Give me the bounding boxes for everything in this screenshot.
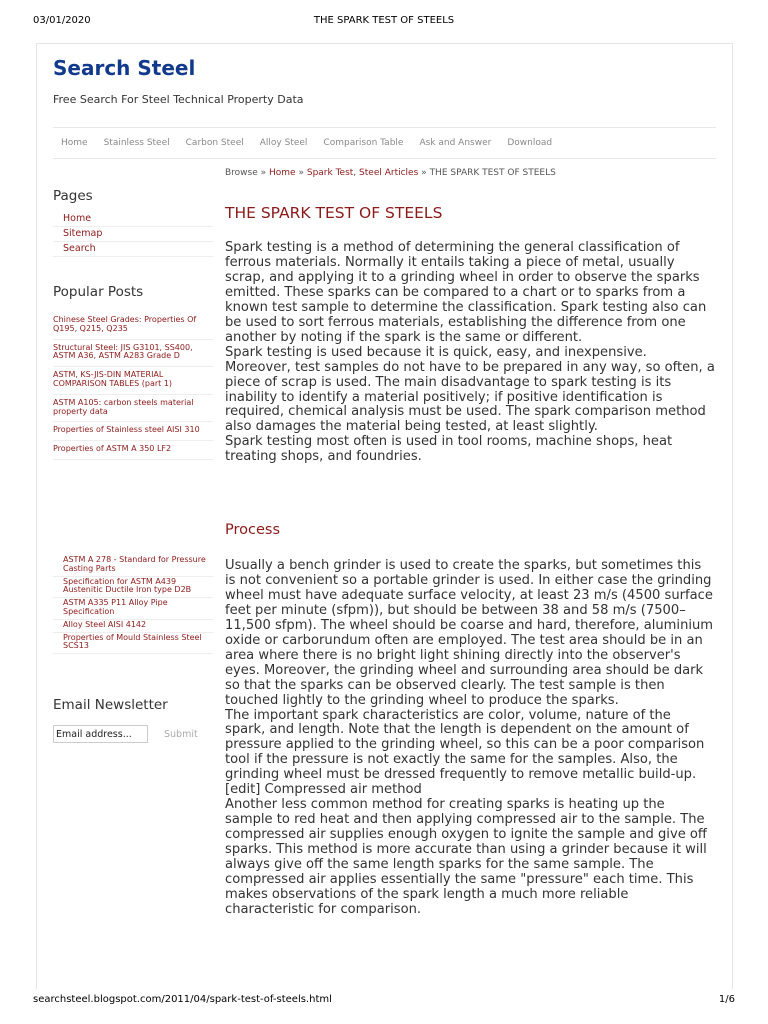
breadcrumb-current: THE SPARK TEST OF STEELS bbox=[429, 168, 556, 178]
process-paragraph: The important spark characteristics are color, volume, nature of the spark, and length. Note that the length is dependent on the amount of pressure applied to the grinding wheel, so this can be a poor comparison tool if the pressure is not exactly the same for the samples. Also, the grinding wheel must be dressed frequently to remove metallic build-up. bbox=[225, 707, 705, 783]
post-intro bbox=[225, 241, 715, 465]
breadcrumb-separator: » bbox=[421, 168, 427, 178]
print-date: 03/01/2020 bbox=[33, 15, 91, 26]
process-heading: Process bbox=[225, 522, 281, 538]
print-title: THE SPARK TEST OF STEELS bbox=[313, 15, 455, 26]
intro-paragraph: Spark testing is used because it is quick, easy, and inexpensive. Moreover, test samples do not have to be prepared in any way, so often, a piece of scrap is used. The main disadvantage to spark testing is its inability to identify a material positively; if positive identification is required, chemical analysis must be used. The spark comparison method also damages the material being tested, at least slightly. bbox=[225, 344, 715, 435]
post-title: THE SPARK TEST OF STEELS bbox=[225, 204, 443, 222]
print-page-number: 1/6 bbox=[718, 994, 735, 1005]
process-paragraph: Another less common method for creating sparks is heating up the sample to red heat and then applying compressed air to the sample. The compressed air supplies enough oxygen to ignite the sample and give off sparks. This method is more accurate than using a grinder because it will always give off the same length sparks for the same sample. The compressed air applies essentially the same "pressure" each time. This makes observations of the spark length a much more reliable characteristic for comparison. bbox=[225, 797, 707, 917]
related-link[interactable]: Alloy Steel AISI 4142 bbox=[53, 620, 213, 633]
pages-list bbox=[53, 212, 213, 257]
pages-heading: Pages bbox=[53, 188, 93, 204]
popular-posts-list bbox=[53, 312, 213, 460]
nav-home[interactable]: Home bbox=[61, 138, 88, 148]
popular-post-link[interactable]: Properties of Stainless steel AISI 310 bbox=[53, 422, 213, 441]
popular-post-link[interactable]: ASTM A105: carbon steels material property data bbox=[53, 395, 213, 423]
popular-post-link[interactable]: ASTM, KS-JIS-DIN MATERIAL COMPARISON TABLES (part 1) bbox=[53, 367, 213, 395]
edit-compressed-air-heading: [edit] Compressed air method bbox=[225, 782, 422, 798]
intro-paragraph: Spark testing most often is used in tool rooms, machine shops, heat treating shops, and foundries. bbox=[225, 434, 673, 465]
top-nav bbox=[53, 127, 716, 159]
breadcrumb-separator: » bbox=[298, 168, 304, 178]
page-link-sitemap[interactable]: Sitemap bbox=[53, 227, 213, 242]
breadcrumb bbox=[225, 168, 556, 178]
related-link[interactable]: ASTM A335 P11 Alloy Pipe Specification bbox=[53, 598, 213, 620]
nav-download[interactable]: Download bbox=[507, 138, 553, 148]
nav-stainless-steel[interactable]: Stainless Steel bbox=[103, 138, 170, 148]
related-link[interactable]: Specification for ASTM A439 Austenitic Ductile Iron type D2B bbox=[53, 577, 213, 599]
process-paragraph: Usually a bench grinder is used to create the sparks, but sometimes this is not convenient so a portable grinder is used. In either case the grinding wheel must have adequate surface velocity, at least 23 m/s (4500 surface feet per minute (sfpm)), but should be between 38 and 58 m/s (7500–11,500 sfpm). The wheel should be coarse and hard, therefore, aluminium oxide or carborundum often are employed. The test area should be in an area where there is no bright light shining directly into the observer's eyes. Moreover, the grinding wheel and surrounding area should be dark so that the sparks can be observed clearly. The test sample is then touched lightly to the grinding wheel to produce the sparks. bbox=[225, 558, 714, 708]
site-description: Free Search For Steel Technical Property Data bbox=[53, 93, 304, 106]
page-link-search[interactable]: Search bbox=[53, 242, 213, 257]
popular-post-link[interactable]: Properties of ASTM A 350 LF2 bbox=[53, 441, 213, 460]
breadcrumb-spark-test-link[interactable]: Spark Test bbox=[306, 168, 354, 178]
breadcrumb-home-link[interactable]: Home bbox=[269, 168, 296, 178]
related-link[interactable]: ASTM A 278 - Standard for Pressure Casting Parts bbox=[53, 555, 213, 577]
print-url: searchsteel.blogspot.com/2011/04/spark-test-of-steels.html bbox=[33, 994, 332, 1005]
popular-posts-heading: Popular Posts bbox=[53, 284, 144, 300]
nav-alloy-steel[interactable]: Alloy Steel bbox=[259, 138, 308, 148]
post-process bbox=[225, 559, 715, 918]
related-link[interactable]: Properties of Mould Stainless Steel SCS13 bbox=[53, 633, 213, 655]
breadcrumb-browse: Browse » bbox=[225, 168, 267, 178]
site-title-link[interactable]: Search Steel bbox=[53, 56, 196, 80]
nav-carbon-steel[interactable]: Carbon Steel bbox=[185, 138, 244, 148]
email-field[interactable]: Email address... bbox=[53, 725, 148, 743]
related-links-list bbox=[53, 555, 213, 654]
intro-paragraph: Spark testing is a method of determining the general classification of ferrous materials. Normally it entails taking a piece of metal, usually scrap, and applying it to a grinding wheel in order to observe the sparks emitted. These sparks can be compared to a chart or to sparks from a known test sample to determine the classification. Spark testing also can be used to sort ferrous materials, establishing the difference from one another by noting if the spark is the same or different. bbox=[225, 240, 707, 345]
submit-button[interactable]: Submit bbox=[164, 729, 198, 740]
page-link-home[interactable]: Home bbox=[53, 212, 213, 227]
popular-post-link[interactable]: Chinese Steel Grades: Properties Of Q195, Q215, Q235 bbox=[53, 312, 213, 340]
newsletter-heading: Email Newsletter bbox=[53, 697, 168, 713]
nav-ask-and-answer[interactable]: Ask and Answer bbox=[419, 138, 492, 148]
popular-post-link[interactable]: Structural Steel: JIS G3101, SS400, ASTM A36, ASTM A283 Grade D bbox=[53, 340, 213, 368]
breadcrumb-steel-articles-link[interactable]: Steel Articles bbox=[359, 168, 419, 178]
breadcrumb-comma: , bbox=[353, 168, 357, 178]
nav-comparison-table[interactable]: Comparison Table bbox=[323, 138, 404, 148]
